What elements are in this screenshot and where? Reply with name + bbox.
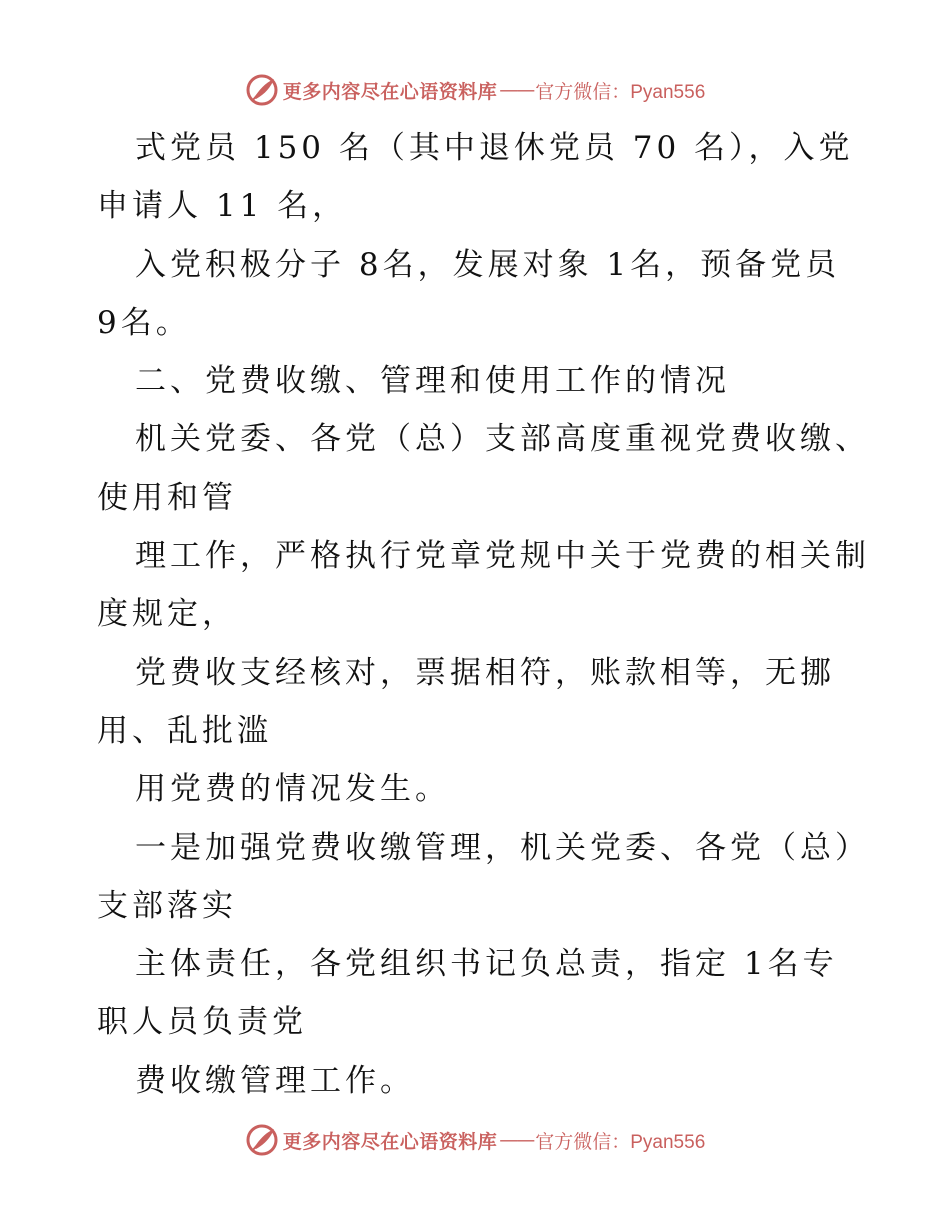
body-line: 式党员 150 名（其中退休党员 70 名），入党 xyxy=(135,130,854,166)
body-line: 主体责任，各党组织书记负总责，指定 1名专 xyxy=(135,946,838,983)
footer-watermark xyxy=(0,1120,950,1160)
body-line: 支部落实 xyxy=(97,887,237,924)
body-line: 费收缴管理工作。 xyxy=(135,1062,415,1099)
feather-pen-icon xyxy=(245,73,279,107)
body-line: 用、乱批滥 xyxy=(97,712,272,749)
header-watermark xyxy=(0,70,950,110)
body-line: 度规定， xyxy=(97,596,237,633)
body-line: 申请人 11 名， xyxy=(97,188,348,225)
section-heading: 二、党费收缴、管理和使用工作的情况 xyxy=(135,363,730,400)
body-line: 一是加强党费收缴管理，机关党委、各党（总） xyxy=(135,829,870,866)
banner-dash: —— xyxy=(499,1129,534,1151)
body-line: 9名。 xyxy=(97,304,191,341)
feather-pen-icon xyxy=(245,1123,279,1157)
body-line: 职人员负责党 xyxy=(97,1004,307,1041)
body-line: 入党积极分子 8名，发展对象 1名，预备党员 xyxy=(135,246,841,283)
banner-dash: —— xyxy=(499,79,534,101)
banner-contact: 官方微信：Pyan556 xyxy=(535,81,706,103)
document-body xyxy=(97,119,870,1110)
body-line: 党费收支经核对，票据相符，账款相等，无挪 xyxy=(135,654,835,691)
body-line: 理工作，严格执行党章党规中关于党费的相关制 xyxy=(135,538,870,575)
body-line: 用党费的情况发生。 xyxy=(135,771,450,808)
banner-contact: 官方微信：Pyan556 xyxy=(535,1131,706,1153)
banner-text: 更多内容尽在心语资料库 xyxy=(282,1130,498,1153)
body-line: 使用和管 xyxy=(97,479,237,516)
body-line: 机关党委、各党（总）支部高度重视党费收缴、 xyxy=(135,421,870,458)
banner-text: 更多内容尽在心语资料库 xyxy=(282,80,498,103)
